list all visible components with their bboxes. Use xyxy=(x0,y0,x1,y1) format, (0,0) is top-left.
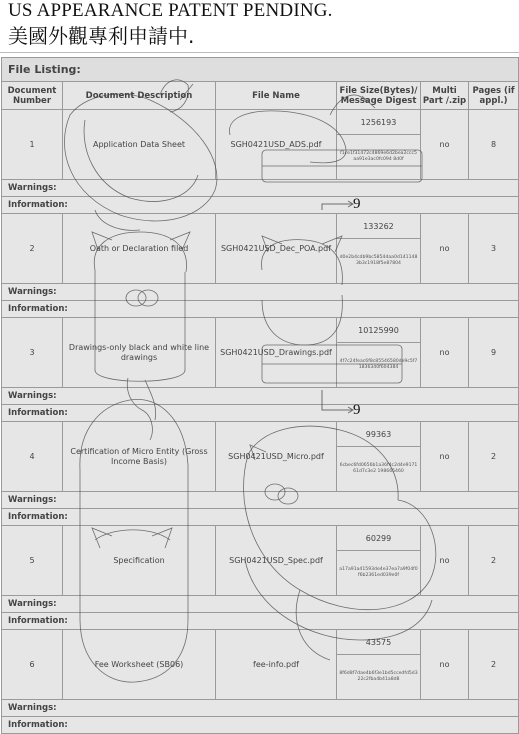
reference-numeral-1: 9 xyxy=(353,196,361,212)
multi-part: no xyxy=(421,214,469,284)
doc-number: 6 xyxy=(2,630,63,700)
message-digest: f1ce1f31472c4869e6d2bea2ccc5aa91e3ac0fc094 8d0f xyxy=(340,151,417,162)
information-label: Information: xyxy=(2,197,519,214)
page-count: 9 xyxy=(469,318,519,388)
doc-number: 4 xyxy=(2,422,63,492)
file-size: 60299 xyxy=(337,526,420,551)
col-document-description: Document Description xyxy=(63,82,216,110)
information-label: Information: xyxy=(2,301,519,318)
multi-part: no xyxy=(421,318,469,388)
page-count: 2 xyxy=(469,422,519,492)
warnings-label: Warnings: xyxy=(2,492,519,509)
doc-description: Oath or Declaration filed xyxy=(63,214,216,284)
file-size: 99363 xyxy=(337,422,420,447)
reference-numeral-2: 9 xyxy=(353,402,361,418)
file-name-link[interactable]: SGH0421USD_Spec.pdf xyxy=(216,526,337,596)
multi-part: no xyxy=(421,110,469,180)
table-row xyxy=(2,214,519,284)
file-size-cell xyxy=(337,630,421,700)
message-digest: 6cbec6fd0656b1a36f4c2d4e917161d7c3e2 198665460 xyxy=(339,463,418,474)
information-label: Information: xyxy=(2,613,519,630)
file-name-link[interactable]: fee-info.pdf xyxy=(216,630,337,700)
message-digest: a17a91a41593de4e37ea7a9f04f0f6b2361ed039e0f xyxy=(339,567,418,578)
message-digest: 8f6d8f7dae4b6f3e1bd5ccedfd5d322c2fba4b41a8d8 xyxy=(339,671,418,682)
page-count: 8 xyxy=(469,110,519,180)
page-count: 2 xyxy=(469,526,519,596)
doc-description: Specification xyxy=(63,526,216,596)
table-row xyxy=(2,318,519,388)
message-digest: 4f7c24feac6f8c85546580de9c5f71836340f604384 xyxy=(339,359,418,370)
warnings-label: Warnings: xyxy=(2,180,519,197)
doc-number: 2 xyxy=(2,214,63,284)
col-multi-part: Multi Part /.zip xyxy=(421,82,469,110)
col-file-size-digest: File Size(Bytes)/ Message Digest xyxy=(337,82,421,110)
warnings-label: Warnings: xyxy=(2,700,519,717)
file-name-link[interactable]: SGH0421USD_Drawings.pdf xyxy=(216,318,337,388)
doc-description: Fee Worksheet (SB06) xyxy=(63,630,216,700)
multi-part: no xyxy=(421,526,469,596)
col-file-name: File Name xyxy=(216,82,337,110)
information-label: Information: xyxy=(2,717,519,734)
table-row xyxy=(2,422,519,492)
col-document-number: Document Number xyxy=(2,82,63,110)
patent-pending-notice-zh: 美國外觀專利申請中. xyxy=(8,24,195,48)
header-divider xyxy=(0,52,519,53)
file-name-link[interactable]: SGH0421USD_Micro.pdf xyxy=(216,422,337,492)
doc-description: Application Data Sheet xyxy=(63,110,216,180)
col-pages: Pages (if appl.) xyxy=(469,82,519,110)
file-listing-table xyxy=(1,57,519,734)
warnings-label: Warnings: xyxy=(2,596,519,613)
patent-pending-notice-en: US APPEARANCE PATENT PENDING. xyxy=(8,0,333,21)
multi-part: no xyxy=(421,422,469,492)
page-count: 2 xyxy=(469,630,519,700)
information-label: Information: xyxy=(2,509,519,526)
file-size-cell xyxy=(337,214,421,284)
file-listing-title: File Listing: xyxy=(2,58,519,82)
doc-number: 3 xyxy=(2,318,63,388)
file-name-link[interactable]: SGH0421USD_ADS.pdf xyxy=(216,110,337,180)
file-size: 133262 xyxy=(337,214,420,239)
doc-number: 1 xyxy=(2,110,63,180)
file-size: 43575 xyxy=(337,630,420,655)
message-digest: d0e2b4cdb9bc5854daa0d1411483b3c1918f5e87804 xyxy=(339,255,418,266)
multi-part: no xyxy=(421,630,469,700)
warnings-label: Warnings: xyxy=(2,388,519,405)
page-count: 3 xyxy=(469,214,519,284)
file-size-cell xyxy=(337,110,421,180)
warnings-label: Warnings: xyxy=(2,284,519,301)
information-label: Information: xyxy=(2,405,519,422)
table-row xyxy=(2,630,519,700)
doc-description: Drawings-only black and white line drawings xyxy=(63,318,216,388)
file-size-cell xyxy=(337,422,421,492)
file-size: 10125990 xyxy=(337,318,420,343)
doc-number: 5 xyxy=(2,526,63,596)
table-row xyxy=(2,526,519,596)
file-size-cell xyxy=(337,318,421,388)
doc-description: Certification of Micro Entity (Gross Income Basis) xyxy=(63,422,216,492)
file-size-cell xyxy=(337,526,421,596)
table-row xyxy=(2,110,519,180)
file-size: 1256193 xyxy=(337,110,420,135)
file-name-link[interactable]: SGH0421USD_Dec_POA.pdf xyxy=(216,214,337,284)
